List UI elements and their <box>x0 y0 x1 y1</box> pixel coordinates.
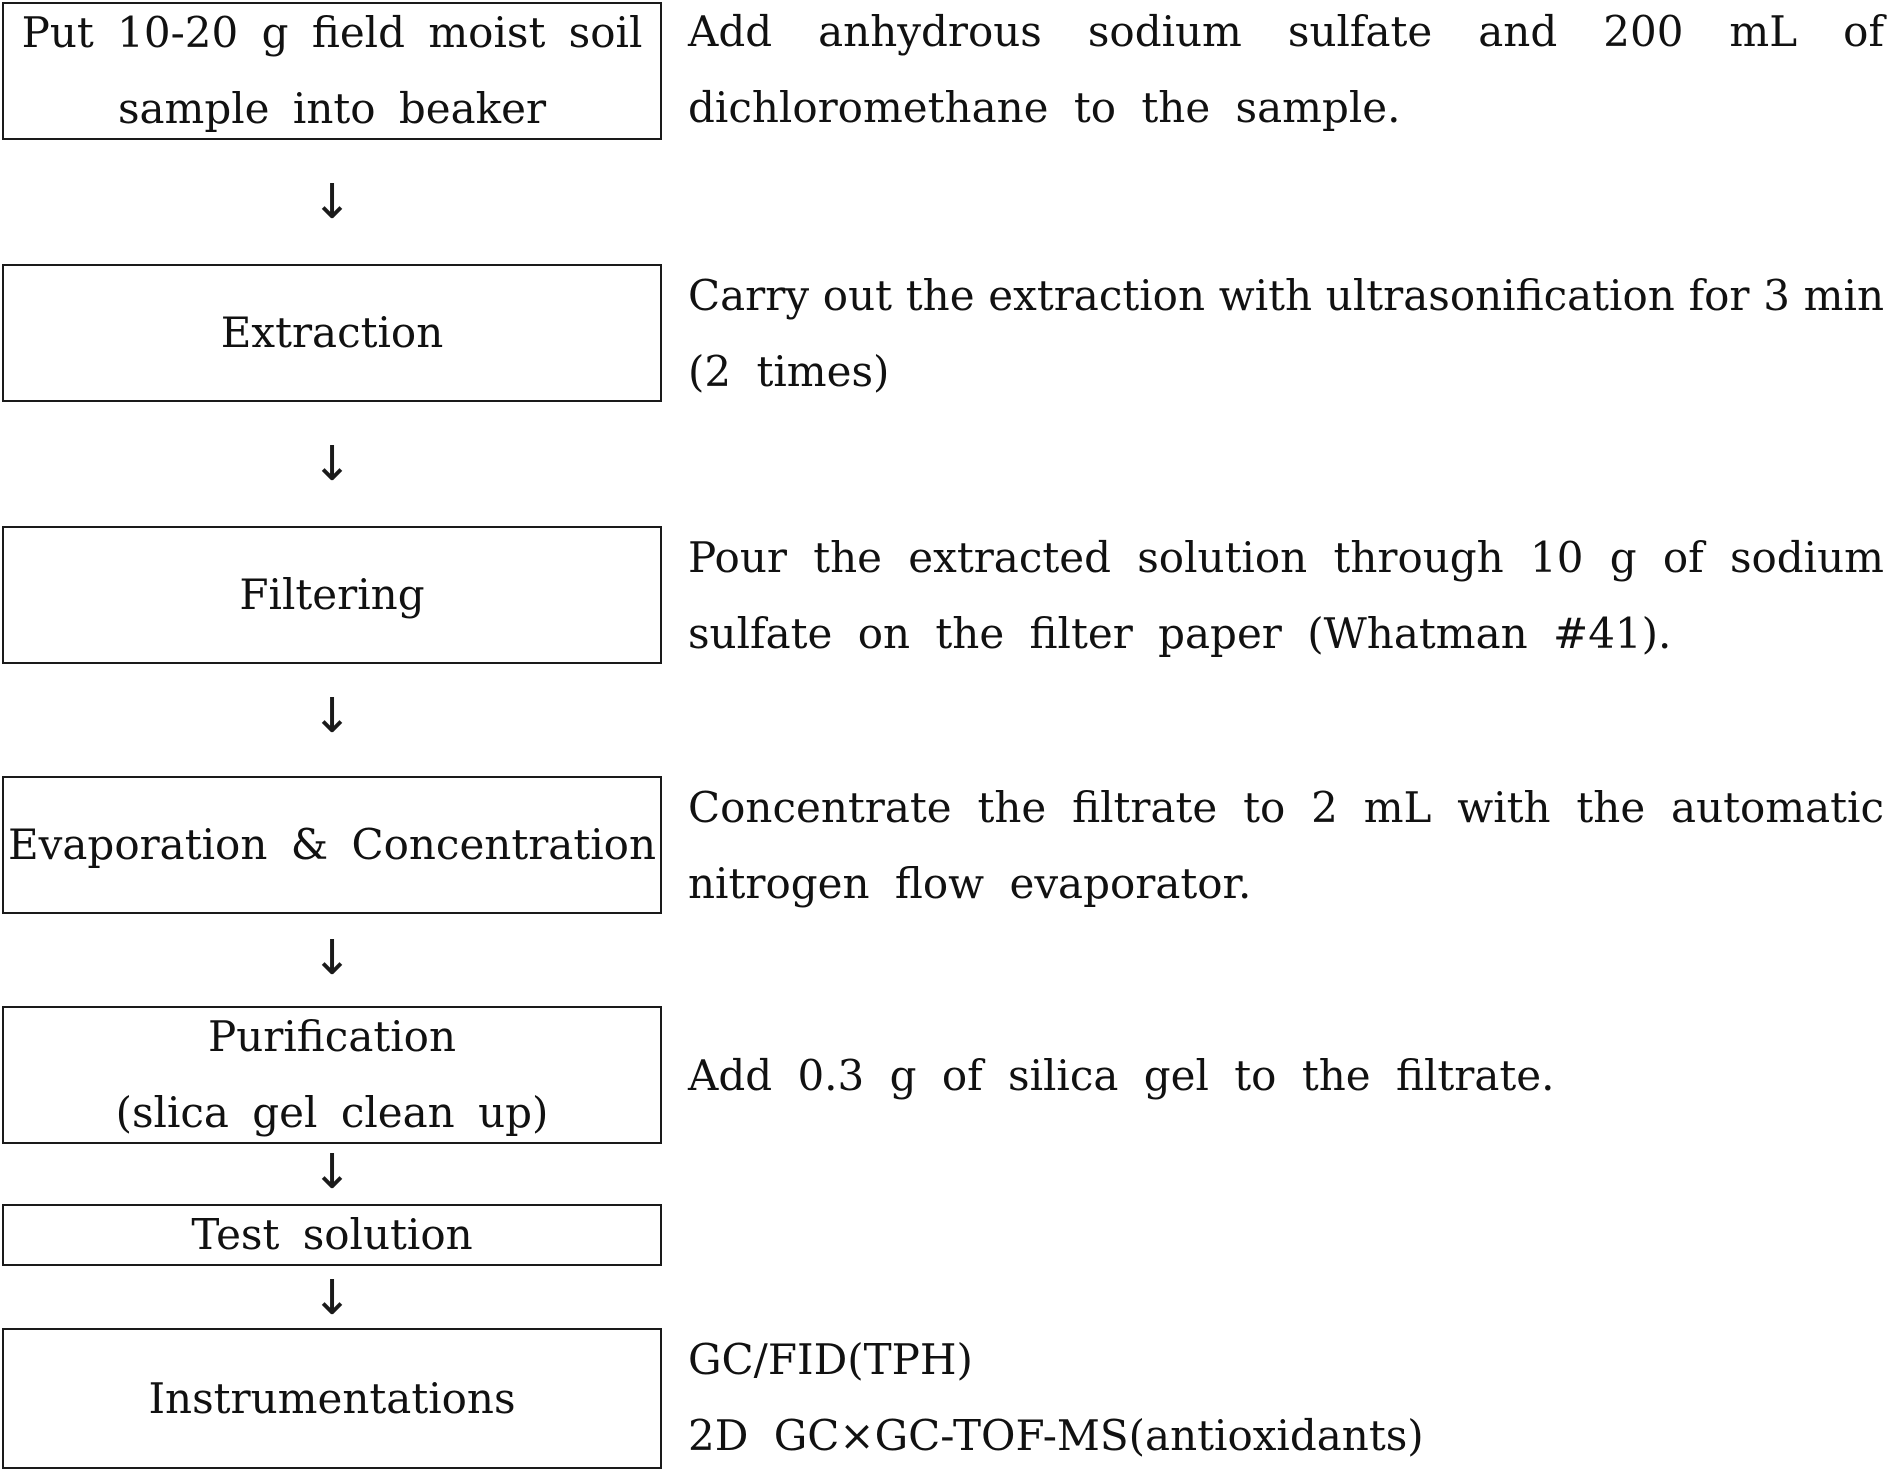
step-description-evaporation <box>688 770 1884 922</box>
step-label-line: Put 10-20 g field moist soil <box>21 8 643 57</box>
step-label-line: (slica gel clean up) <box>115 1088 549 1137</box>
step-label-line: Filtering <box>239 570 425 619</box>
description-line: (2 times) <box>688 347 890 396</box>
flow-arrow-down-icon: ↓ <box>312 174 353 230</box>
flow-arrow-down-icon: ↓ <box>312 1270 353 1326</box>
step-box-instrumentations <box>2 1328 662 1469</box>
description-line: nitrogen flow evaporator. <box>688 859 1252 908</box>
step-box-test-solution <box>2 1204 662 1266</box>
step-label-line: sample into beaker <box>117 84 547 133</box>
step-description-purification <box>688 1038 1884 1114</box>
description-line: Add 0.3 g of silica gel to the filtrate. <box>688 1051 1555 1100</box>
flow-arrow-down-icon: ↓ <box>312 1144 353 1200</box>
step-label-line: Purification <box>207 1012 457 1061</box>
description-line: GC/FID(TPH) <box>688 1335 973 1384</box>
step-box-extraction <box>2 264 662 402</box>
flow-arrow-down-icon: ↓ <box>312 436 353 492</box>
step-description-sample-prep <box>688 0 1884 146</box>
flow-arrow-down-icon: ↓ <box>312 930 353 986</box>
description-line: 2D GC×GC-TOF-MS(antioxidants) <box>688 1411 1424 1460</box>
step-box-purification <box>2 1006 662 1144</box>
description-line: sulfate on the filter paper (Whatman #41). <box>688 609 1672 658</box>
description-line: Pour the extracted solution through 10 g of sodium <box>688 533 1884 582</box>
description-line: Concentrate the filtrate to 2 mL with the automatic <box>688 783 1884 832</box>
step-label-line: Test solution <box>191 1210 473 1259</box>
description-line: dichloromethane to the sample. <box>688 83 1401 132</box>
description-line: Add anhydrous sodium sulfate and 200 mL of <box>688 7 1884 56</box>
step-box-sample-prep <box>2 2 662 140</box>
step-box-filtering <box>2 526 662 664</box>
step-label-line: Evaporation & Concentration <box>8 820 656 869</box>
step-description-filtering <box>688 520 1884 672</box>
step-description-extraction <box>688 258 1884 410</box>
description-line: Carry out the extraction with ultrasonification for 3 min <box>688 271 1884 320</box>
step-description-instrumentations <box>688 1322 1884 1474</box>
step-box-evaporation <box>2 776 662 914</box>
step-label-line: Instrumentations <box>148 1373 516 1423</box>
flow-arrow-down-icon: ↓ <box>312 688 353 744</box>
step-label-line: Extraction <box>220 308 444 357</box>
